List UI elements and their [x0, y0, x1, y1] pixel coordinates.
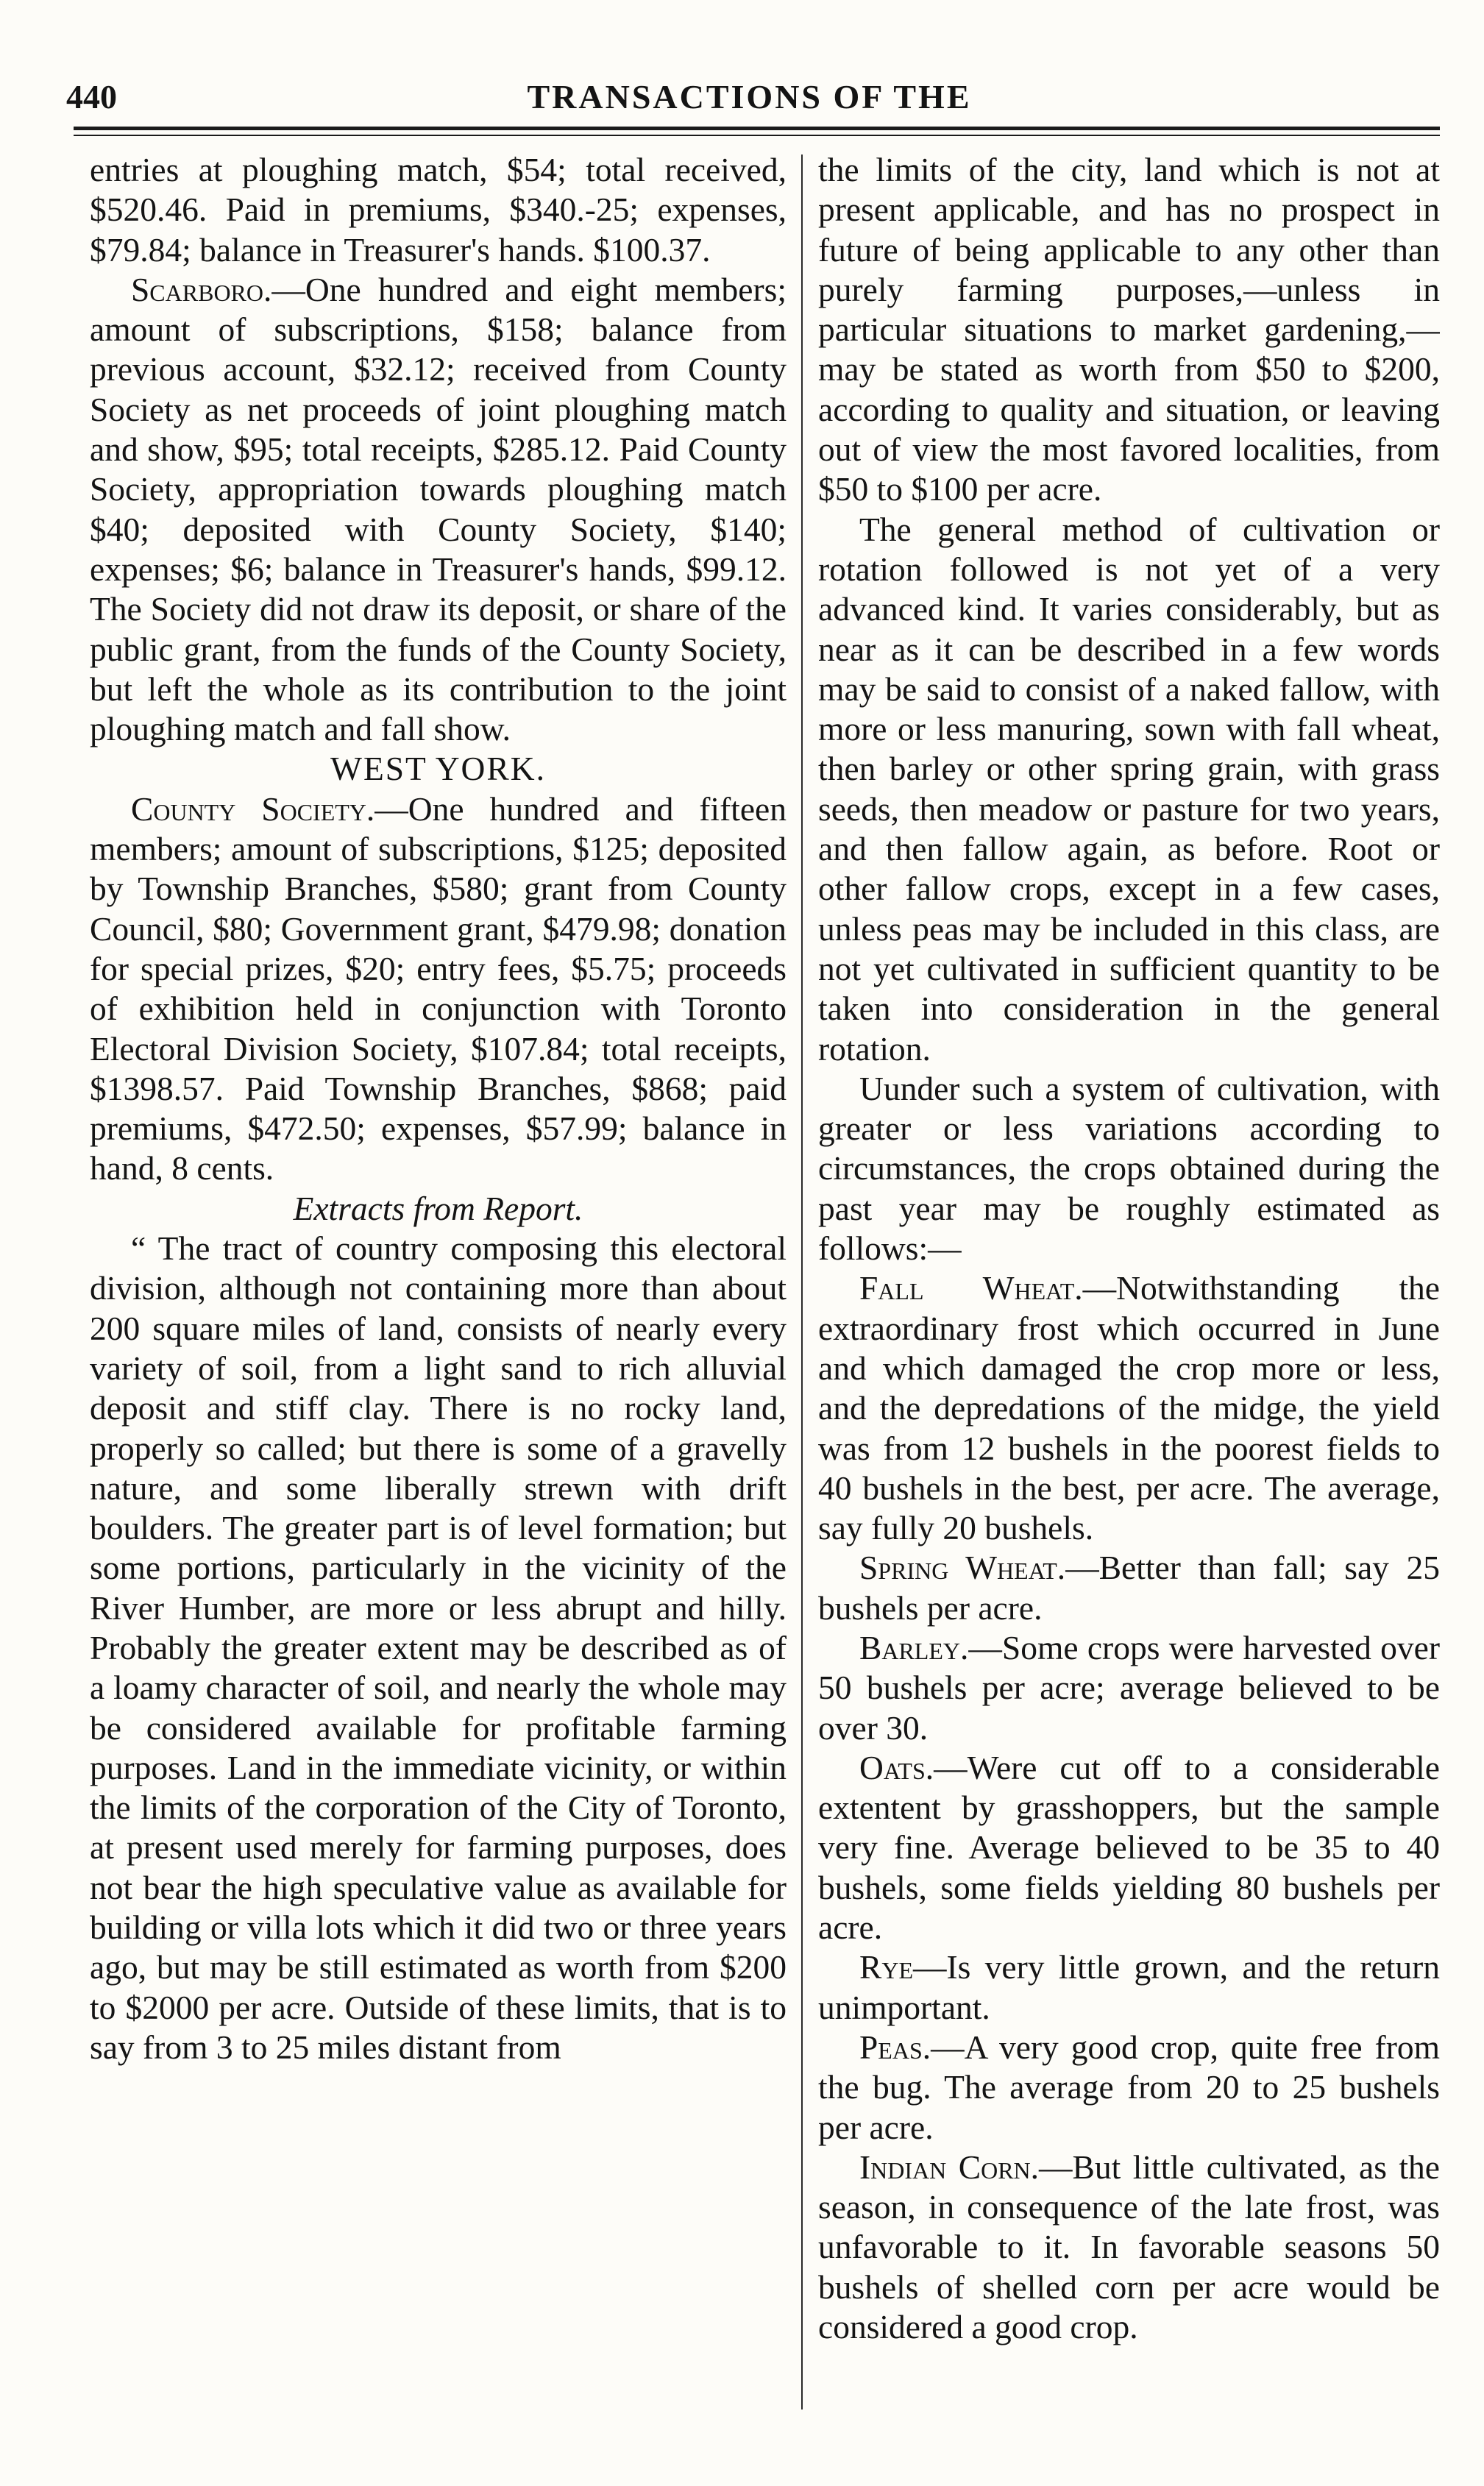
paragraph-fall-wheat — [818, 1268, 1440, 1548]
paragraph-lead: Rye — [859, 1948, 914, 1986]
column-divider — [801, 155, 803, 2409]
page-header — [66, 68, 1432, 127]
paragraph-body: —Better than fall; say 25 bushels per acre. — [818, 1549, 1440, 1627]
paragraph-report: “ The tract of country composing this electoral division, although not containing more than about 200 square miles of land, consists of nearly every variety of soil, from a light sand to rich alluvial deposit and stiff clay. There is no rocky land, properly so called; but there is some of a gravelly nature, and some liberally strewn with drift boulders. The greater part is of level formation; but some portions, particularly in the vicinity of the River Humber, are more or less abrupt and hilly. Probably the greater extent may be described as of a loamy character of soil, and nearly the whole may be considered available for profitable farming purposes. Land in the immediate vicinity, or within the limits of the corporation of the City of Toronto, at present used merely for farming purposes, does not bear the high speculative value as available for building or villa lots which it did two or three years ago, but may be still estimated as worth from $200 to $2000 per acre. Outside of these limits, that is to say from 3 to 25 miles distant from — [90, 1229, 787, 2066]
paragraph-lead: Indian Corn. — [859, 2148, 1040, 2186]
paragraph-peas — [818, 2028, 1440, 2148]
paragraph-lead: Spring Wheat. — [859, 1549, 1066, 1587]
paragraph-lead: Scarboro. — [131, 270, 272, 308]
paragraph-rye — [818, 1947, 1440, 2028]
left-column — [90, 150, 787, 2416]
paragraph: Uunder such a system of cultivation, with greater or less variations according to circumstances, the crops obtained during the past year may be roughly estimated as follows:— — [818, 1069, 1440, 1268]
section-heading: WEST YORK. — [330, 750, 546, 788]
header-rule-thin — [74, 135, 1440, 136]
paragraph-body: —Some crops were harvested over 50 bushels per acre; average believed to be over 30. — [818, 1628, 1440, 1747]
paragraph: the limits of the city, land which is not at present applicable, and has no prospect in future of being applicable to any other than purely farming purposes,—unless in particular situations to market gardening,—may be stated as worth from $50 to $200, according to quality and situation, or leaving out of view the most favored localities, from $50 to $100 per acre. — [818, 151, 1440, 508]
header-rule-thick — [74, 127, 1440, 130]
right-column — [818, 150, 1440, 2416]
paragraph-lead: Fall Wheat. — [859, 1269, 1083, 1307]
paragraph-body: —Were cut off to a considerable extentent by grasshoppers, but the sample very fine. Average believed to be 35 to 40 bushels, some fields yielding 80 bushels per acre. — [818, 1748, 1440, 1947]
paragraph-body: —One hundred and eight members; amount of subscriptions, $158; balance from previous account, $32.12; received from County Society as net proceeds of joint ploughing match and show, $95; total receipts, $285.12. Paid County Society, appropriation towards ploughing match $40; deposited with County Society, $140; expenses; $6; balance in Treasurer's hands, $99.12. The Society did not draw its deposit, or share of the public grant, from the funds of the County Society, but left the whole as its contribution to the joint ploughing match and fall show. — [90, 270, 787, 748]
paragraph-scarboro — [90, 270, 787, 750]
paragraph-body: —Is very little grown, and the return unimportant. — [818, 1948, 1440, 2026]
paragraph-county-society — [90, 789, 787, 1189]
paragraph-oats — [818, 1748, 1440, 1947]
subheading: Extracts from Report. — [293, 1189, 583, 1227]
paragraph: The general method of cultivation or rotation followed is not yet of a very advanced kind. It varies considerably, but as near as it can be described in a few words may be said to consist of a naked fallow, with more or less manuring, sown with fall wheat, then barley or other spring grain, with grass seeds, then meadow or pasture for two years, and then fallow again, as before. Root or other fallow crops, except in a few cases, unless peas may be included in this class, are not yet cultivated in sufficient quantity to be taken into consideration in the general rotation. — [818, 510, 1440, 1068]
paragraph-body: —One hundred and fifteen members; amount of subscriptions, $125; deposited by Township Branches, $580; grant from County Council, $80; Government grant, $479.98; donation for special prizes, $20; entry fees, $5.75; proceeds of exhibition held in conjunction with Toronto Electoral Division Society, $107.84; total receipts, $1398.57. Paid Township Branches, $868; paid premiums, $472.50; expenses, $57.99; balance in hand, 8 cents. — [90, 789, 787, 1187]
paragraph-barley — [818, 1628, 1440, 1748]
paragraph-indian-corn — [818, 2148, 1440, 2347]
paragraph-lead: Peas. — [859, 2028, 931, 2066]
paragraph-body: —But little cultivated, as the season, in consequence of the late frost, was unfavorable to it. In favorable seasons 50 bushels of shelled corn per acre would be considered a good crop. — [818, 2148, 1440, 2346]
page-number: 440 — [66, 78, 117, 116]
paragraph-body: —A very good crop, quite free from the bug. The average from 20 to 25 bushels per acre. — [818, 2028, 1440, 2146]
paragraph-spring-wheat — [818, 1548, 1440, 1628]
running-title: TRANSACTIONS OF THE — [527, 78, 972, 116]
paragraph: entries at ploughing match, $54; total received, $520.46. Paid in premiums, $340.-25; expenses, $79.84; balance in Treasurer's hands. $100.37. — [90, 151, 787, 269]
paragraph-lead: Oats. — [859, 1748, 934, 1786]
paragraph-lead: Barley. — [859, 1628, 969, 1666]
paragraph-body: —Notwithstanding the extraordinary frost which occurred in June and which damaged the crop more or less, and the depredations of the midge, the yield was from 12 bushels in the poorest fields to 40 bushels in the best, per acre. The average, say fully 20 bushels. — [818, 1269, 1440, 1547]
paragraph-lead: County Society. — [131, 789, 375, 828]
